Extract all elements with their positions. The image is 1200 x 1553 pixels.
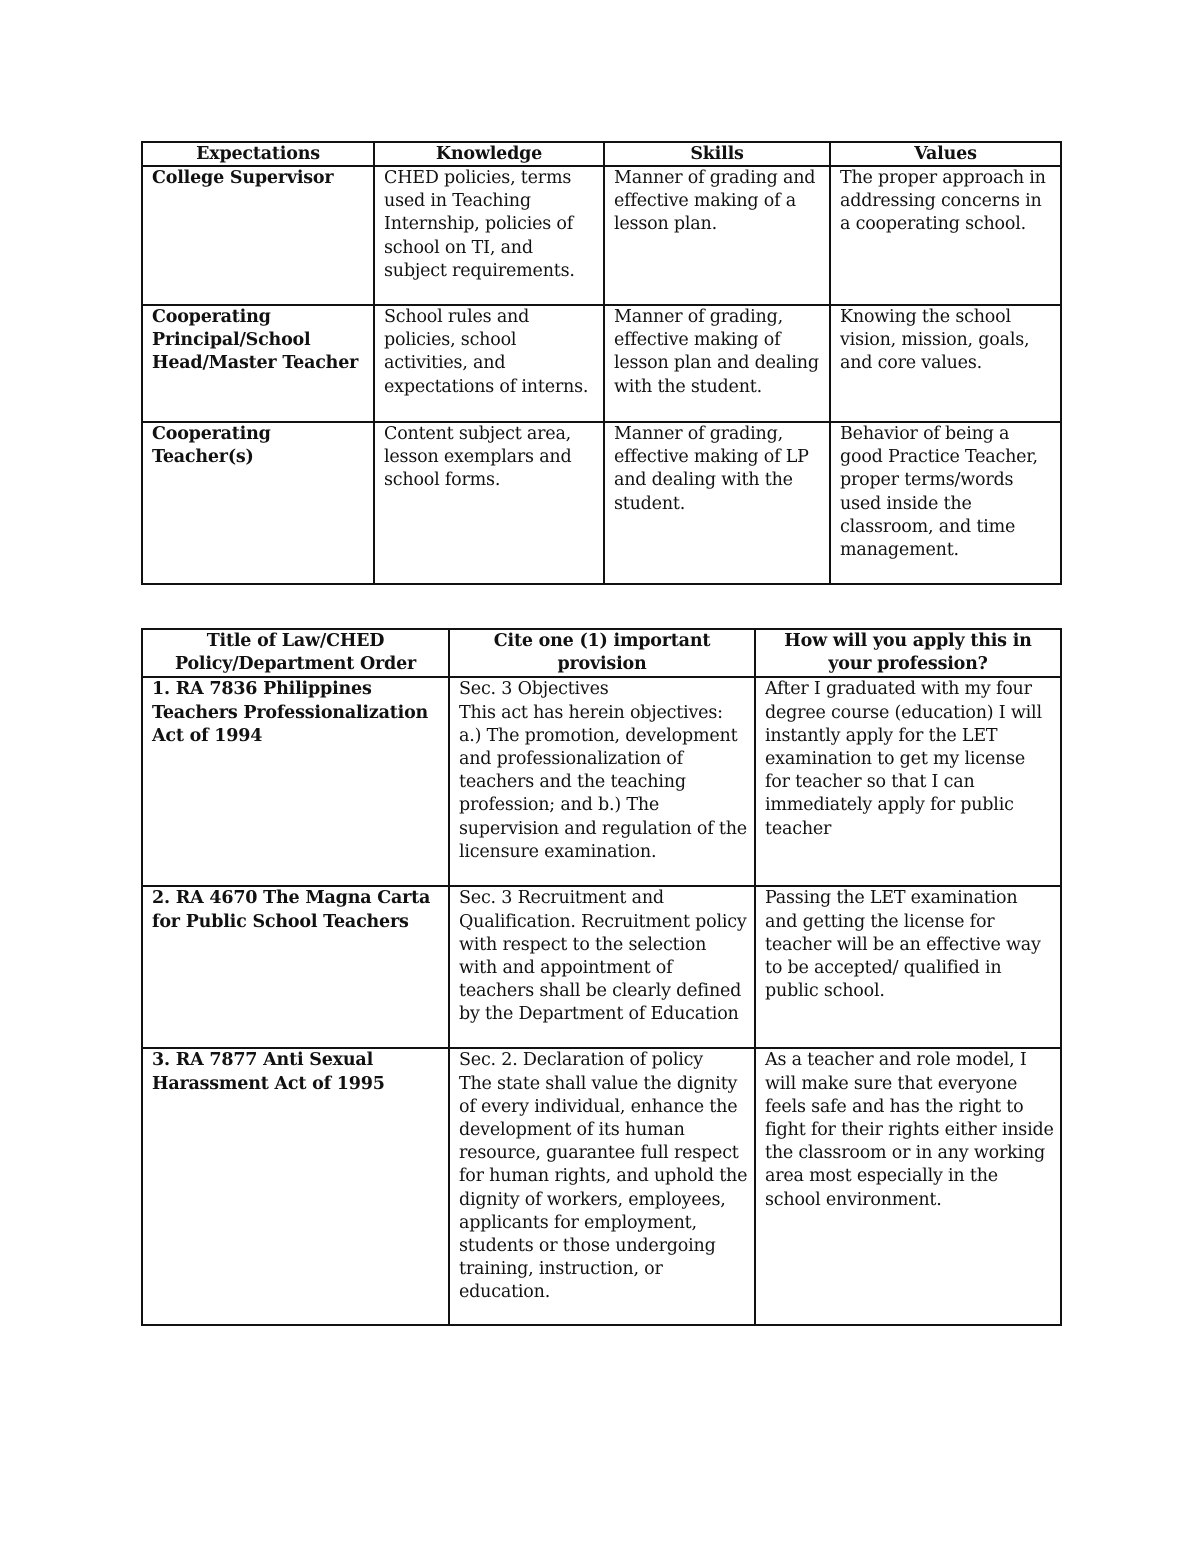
table-row [142, 1048, 1061, 1325]
header-knowledge: Knowledge [374, 142, 604, 166]
provision-heading: Sec. 3 Objectives [459, 679, 609, 700]
knowledge-cell: CHED policies, terms used in Teaching Internship, policies of school on TI, and subject requirements. [374, 166, 604, 305]
values-cell: Knowing the school vision, mission, goals, and core values. [830, 305, 1061, 422]
table-header-row [142, 142, 1061, 166]
header-title-of-law: Title of Law/CHED Policy/Department Order [142, 629, 449, 677]
law-title-cell: 1. RA 7836 Philippines Teachers Professionalization Act of 1994 [142, 677, 449, 886]
expectation-cell: College Supervisor [142, 166, 374, 305]
provision-cell [449, 677, 755, 886]
header-skills: Skills [604, 142, 830, 166]
expectation-cell: Cooperating Teacher(s) [142, 422, 374, 584]
table-header-row [142, 629, 1061, 677]
application-cell: As a teacher and role model, I will make sure that everyone feels safe and has the right to fight for their rights either inside the classroom or in any working area most especially in the school environment. [755, 1048, 1061, 1325]
laws-table [141, 628, 1062, 1326]
header-expectations: Expectations [142, 142, 374, 166]
provision-body: Recruitment policy with respect to the selection with and appointment of teachers shall be clearly defined by the Department of Education [459, 911, 747, 1025]
provision-heading: Sec. 2. Declaration of policy [459, 1050, 703, 1071]
header-provision: Cite one (1) important provision [449, 629, 755, 677]
provision-body: The state shall value the dignity of every individual, enhance the development of its human resource, guarantee full respect for human rights, and uphold the dignity of workers, employees, applicants for employment, students or those undergoing training, instruction, or education. [459, 1073, 748, 1303]
application-cell: Passing the LET examination and getting the license for teacher will be an effective way to be accepted/ qualified in public school. [755, 886, 1061, 1048]
table-row [142, 166, 1061, 305]
provision-heading: Sec. 3 Recruitment and Qualification. [459, 888, 664, 932]
provision-cell [449, 1048, 755, 1325]
knowledge-cell: Content subject area, lesson exemplars and school forms. [374, 422, 604, 584]
table-row [142, 677, 1061, 886]
law-title-cell: 3. RA 7877 Anti Sexual Harassment Act of 1995 [142, 1048, 449, 1325]
law-title-cell: 2. RA 4670 The Magna Carta for Public School Teachers [142, 886, 449, 1048]
table-row [142, 886, 1061, 1048]
knowledge-cell: School rules and policies, school activities, and expectations of interns. [374, 305, 604, 422]
skills-cell: Manner of grading, effective making of lesson plan and dealing with the student. [604, 305, 830, 422]
provision-body: This act has herein objectives: a.) The promotion, development and professionalization of teachers and the teaching profession; and b.) The supervision and regulation of the licensure examination. [459, 702, 747, 862]
table-row [142, 422, 1061, 584]
application-cell: After I graduated with my four degree course (education) I will instantly apply for the LET examination to get my license for teacher so that I can immediately apply for public teacher [755, 677, 1061, 886]
header-application: How will you apply this in your profession? [755, 629, 1061, 677]
skills-cell: Manner of grading, effective making of LP and dealing with the student. [604, 422, 830, 584]
expectation-cell: Cooperating Principal/School Head/Master Teacher [142, 305, 374, 422]
expectations-table [141, 141, 1062, 585]
skills-cell: Manner of grading and effective making of a lesson plan. [604, 166, 830, 305]
values-cell: Behavior of being a good Practice Teacher, proper terms/words used inside the classroom, and time management. [830, 422, 1061, 584]
provision-cell [449, 886, 755, 1048]
values-cell: The proper approach in addressing concerns in a cooperating school. [830, 166, 1061, 305]
header-values: Values [830, 142, 1061, 166]
table-row [142, 305, 1061, 422]
